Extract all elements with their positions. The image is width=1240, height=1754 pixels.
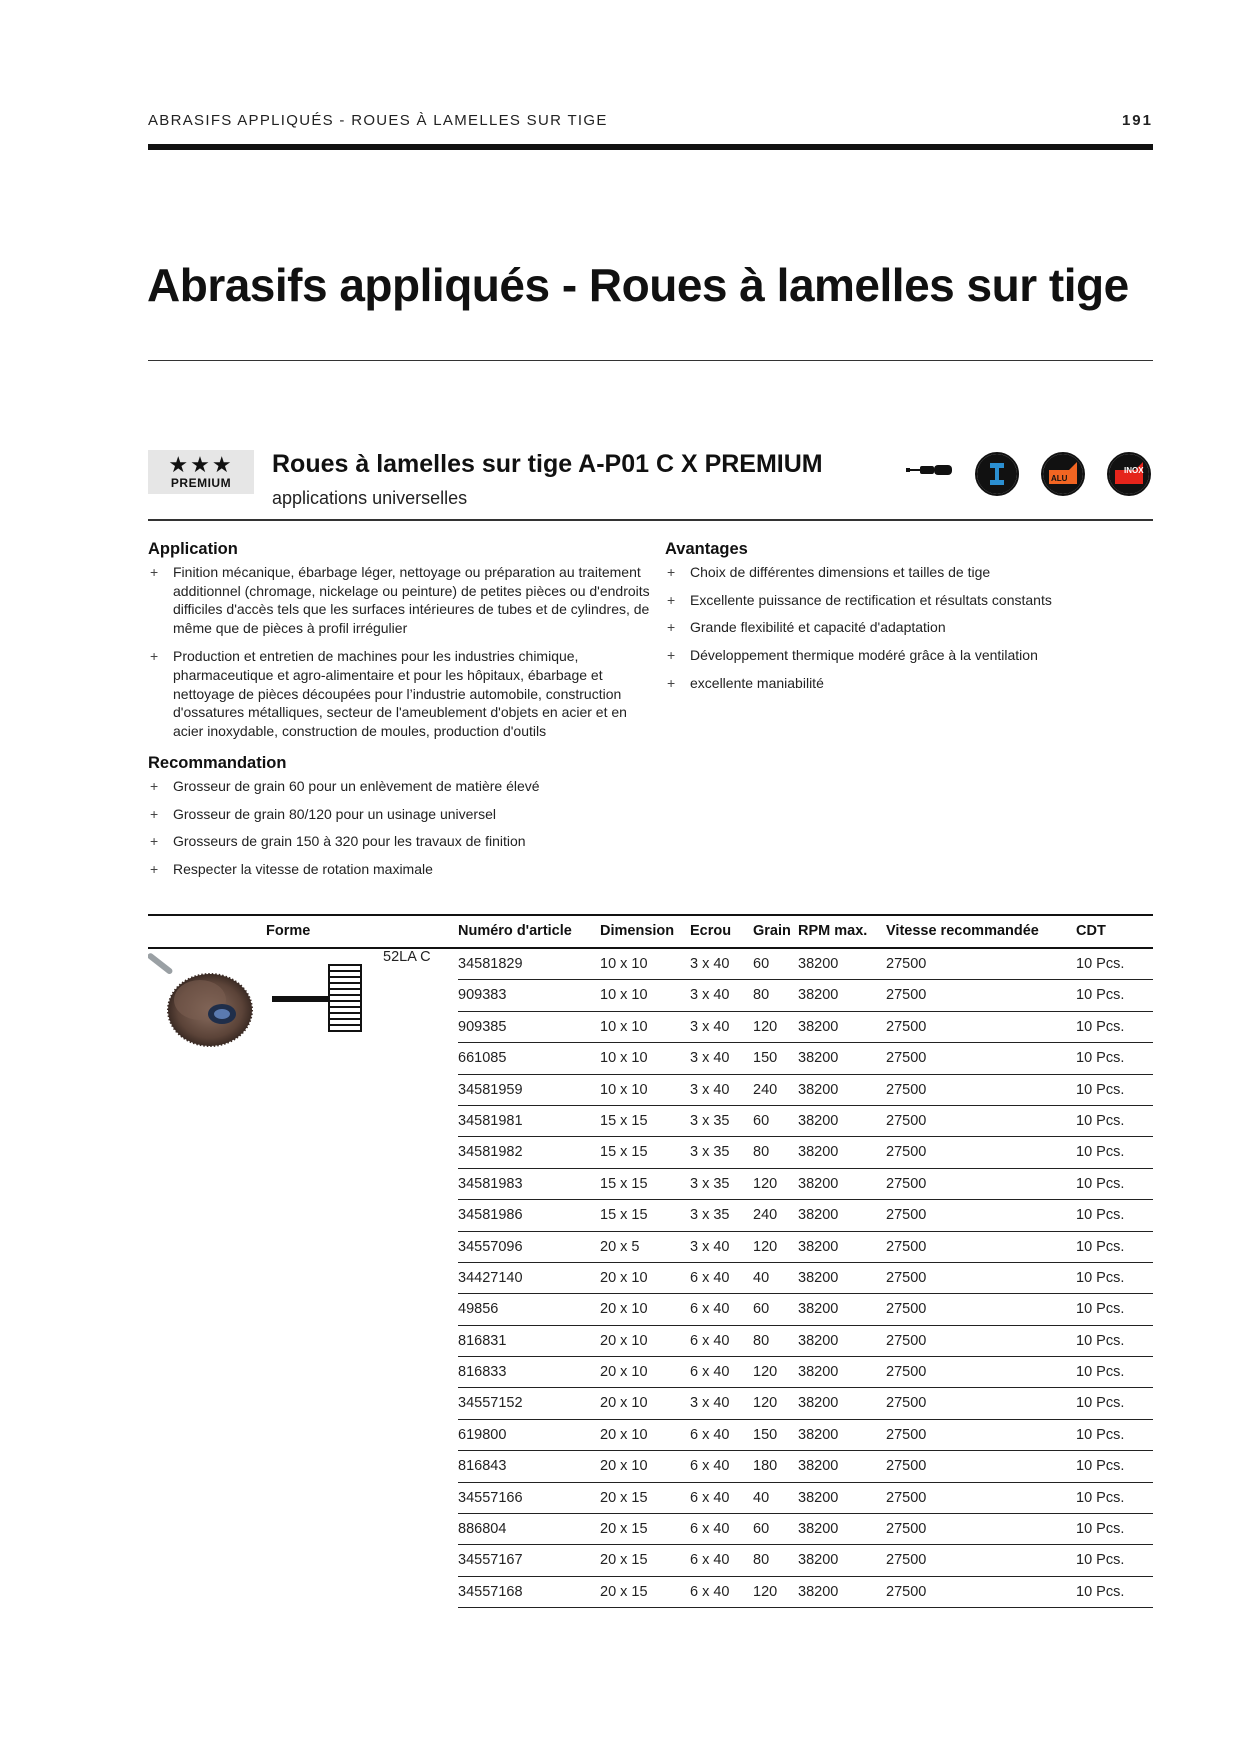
ecrou-cell: 6 x 40 xyxy=(690,1269,730,1286)
list-item xyxy=(665,674,1153,693)
table-body xyxy=(458,949,1153,1608)
rpm-max-cell: 38200 xyxy=(798,1489,839,1506)
steel-material-icon xyxy=(975,452,1019,496)
ecrou-cell: 3 x 35 xyxy=(690,1175,730,1192)
article-number-cell: 34581959 xyxy=(458,1081,523,1098)
ecrou-cell: 3 x 40 xyxy=(690,1081,730,1098)
ecrou-cell: 6 x 40 xyxy=(690,1301,730,1318)
dimension-cell: 15 x 15 xyxy=(600,1144,648,1161)
product-name: Roues à lamelles sur tige A-P01 C X PREMIUM xyxy=(272,450,823,478)
cdt-cell: 10 Pcs. xyxy=(1076,1489,1125,1506)
recommandation-section xyxy=(148,754,653,888)
header-forme: Forme xyxy=(266,923,311,939)
header-vitesse: Vitesse recommandée xyxy=(886,923,1039,939)
header-cdt: CDT xyxy=(1076,923,1106,939)
premium-label: PREMIUM xyxy=(170,476,232,490)
table-row xyxy=(458,1545,1153,1576)
product-subtitle: applications universelles xyxy=(272,488,468,508)
article-number-cell: 34581983 xyxy=(458,1175,523,1192)
dimension-cell: 10 x 10 xyxy=(600,1050,648,1067)
vitesse-cell: 27500 xyxy=(886,1552,927,1569)
article-number-cell: 816831 xyxy=(458,1332,507,1349)
rpm-max-cell: 38200 xyxy=(798,1332,839,1349)
grain-cell: 120 xyxy=(753,1175,778,1192)
title-rule xyxy=(148,360,1153,361)
dimension-cell: 10 x 10 xyxy=(600,987,648,1004)
page-title: Abrasifs appliqués - Roues à lamelles sur tige xyxy=(147,259,1129,311)
header-ecrou: Ecrou xyxy=(690,923,732,939)
cdt-cell: 10 Pcs. xyxy=(1076,1238,1125,1255)
recommandation-item-text: Grosseur de grain 60 pour un enlèvement de matière élevé xyxy=(173,777,540,794)
plus-icon: + xyxy=(667,674,676,691)
dimension-cell: 20 x 15 xyxy=(600,1521,648,1538)
dimension-cell: 15 x 15 xyxy=(600,1175,648,1192)
vitesse-cell: 27500 xyxy=(886,1112,927,1129)
article-number-cell: 49856 xyxy=(458,1301,499,1318)
table-row xyxy=(458,1043,1153,1074)
avantages-section xyxy=(665,540,1153,702)
ecrou-cell: 3 x 40 xyxy=(690,1050,730,1067)
list-item xyxy=(148,777,653,796)
dimension-cell: 20 x 10 xyxy=(600,1301,648,1318)
plus-icon: + xyxy=(667,647,676,664)
table-row xyxy=(458,980,1153,1011)
avantage-item-text: Grande flexibilité et capacité d'adaptation xyxy=(690,619,946,636)
dimension-cell: 10 x 10 xyxy=(600,1081,648,1098)
article-number-cell: 34557168 xyxy=(458,1583,523,1600)
dimension-cell: 20 x 10 xyxy=(600,1395,648,1412)
grain-cell: 60 xyxy=(753,956,770,972)
header-rule xyxy=(148,144,1153,150)
article-number-cell: 661085 xyxy=(458,1050,507,1067)
ecrou-cell: 3 x 35 xyxy=(690,1144,730,1161)
vitesse-cell: 27500 xyxy=(886,1144,927,1161)
application-item-text: Finition mécanique, ébarbage léger, nettoyage ou préparation au traitement additionnel (chromage, nickelage ou peinture) de petites pièces ou d'endroits difficiles d'accès tels que les surfaces intérieures de tubes et de cylindres, de même que de pièces à profil irrégulier xyxy=(173,563,650,637)
dimension-cell: 20 x 15 xyxy=(600,1583,648,1600)
article-number-cell: 34557096 xyxy=(458,1238,523,1255)
article-number-cell: 619800 xyxy=(458,1426,507,1443)
grain-cell: 120 xyxy=(753,1238,778,1255)
plus-icon: + xyxy=(150,777,159,794)
table-header xyxy=(148,914,1153,946)
cdt-cell: 10 Pcs. xyxy=(1076,987,1125,1004)
ecrou-cell: 3 x 40 xyxy=(690,1395,730,1412)
plus-icon: + xyxy=(667,563,676,580)
list-item xyxy=(665,591,1153,610)
avantage-item-text: Excellente puissance de rectification et résultats constants xyxy=(690,591,1052,608)
ecrou-cell: 6 x 40 xyxy=(690,1364,730,1381)
application-section xyxy=(148,540,653,750)
list-item xyxy=(148,860,653,879)
dimension-cell: 20 x 5 xyxy=(600,1238,640,1255)
table-row xyxy=(458,1514,1153,1545)
vitesse-cell: 27500 xyxy=(886,1238,927,1255)
application-item-text: Production et entretien de machines pour les industries chimique, pharmaceutique et agro-alimentaire et pour les hôpitaux, ébarbage et nettoyage de pièces découpées pour l’industrie automobile, construction d'ossatures métalliques, secteur de l'ameublement d'objets en acier et en acier inoxydable, construction de moules, production d'outils xyxy=(173,647,627,740)
star-rating-icon: ★★★ xyxy=(168,452,234,477)
vitesse-cell: 27500 xyxy=(886,956,927,972)
cdt-cell: 10 Pcs. xyxy=(1076,1521,1125,1538)
vitesse-cell: 27500 xyxy=(886,1426,927,1443)
cdt-cell: 10 Pcs. xyxy=(1076,1583,1125,1600)
flap-wheel-diagram-icon xyxy=(272,964,362,1034)
application-heading: Application xyxy=(148,540,238,558)
rpm-max-cell: 38200 xyxy=(798,1395,839,1412)
dimension-cell: 15 x 15 xyxy=(600,1112,648,1129)
recommandation-heading: Recommandation xyxy=(148,754,287,772)
cdt-cell: 10 Pcs. xyxy=(1076,1018,1125,1035)
dimension-cell: 10 x 10 xyxy=(600,1018,648,1035)
rpm-max-cell: 38200 xyxy=(798,1269,839,1286)
ecrou-cell: 3 x 40 xyxy=(690,1018,730,1035)
table-row xyxy=(458,1451,1153,1482)
grain-cell: 80 xyxy=(753,987,770,1004)
cdt-cell: 10 Pcs. xyxy=(1076,1175,1125,1192)
rpm-max-cell: 38200 xyxy=(798,1144,839,1161)
plus-icon: + xyxy=(667,619,676,636)
recommandation-item-text: Respecter la vitesse de rotation maximale xyxy=(173,861,433,878)
article-number-cell: 34581982 xyxy=(458,1144,523,1161)
list-item xyxy=(665,646,1153,665)
cdt-cell: 10 Pcs. xyxy=(1076,1269,1125,1286)
cdt-cell: 10 Pcs. xyxy=(1076,1458,1125,1475)
rpm-max-cell: 38200 xyxy=(798,1112,839,1129)
grain-cell: 80 xyxy=(753,1144,770,1161)
grain-cell: 240 xyxy=(753,1207,778,1224)
vitesse-cell: 27500 xyxy=(886,1489,927,1506)
rpm-max-cell: 38200 xyxy=(798,1175,839,1192)
cdt-cell: 10 Pcs. xyxy=(1076,1552,1125,1569)
cdt-cell: 10 Pcs. xyxy=(1076,1112,1125,1129)
article-number-cell: 34557167 xyxy=(458,1552,523,1569)
article-number-cell: 909385 xyxy=(458,1018,507,1035)
table-row xyxy=(458,1357,1153,1388)
grain-cell: 60 xyxy=(753,1521,770,1538)
cdt-cell: 10 Pcs. xyxy=(1076,1144,1125,1161)
ecrou-cell: 3 x 40 xyxy=(690,987,730,1004)
rpm-max-cell: 38200 xyxy=(798,1583,839,1600)
ecrou-cell: 6 x 40 xyxy=(690,1552,730,1569)
cdt-cell: 10 Pcs. xyxy=(1076,1050,1125,1067)
cdt-cell: 10 Pcs. xyxy=(1076,1207,1125,1224)
ecrou-cell: 3 x 35 xyxy=(690,1207,730,1224)
grain-cell: 120 xyxy=(753,1583,778,1600)
grain-cell: 40 xyxy=(753,1269,770,1286)
rpm-max-cell: 38200 xyxy=(798,956,839,972)
vitesse-cell: 27500 xyxy=(886,1458,927,1475)
plus-icon: + xyxy=(150,647,159,664)
table-row xyxy=(458,1263,1153,1294)
table-row xyxy=(458,1326,1153,1357)
table-row xyxy=(458,1420,1153,1451)
cdt-cell: 10 Pcs. xyxy=(1076,1332,1125,1349)
table-row xyxy=(458,1294,1153,1325)
rpm-max-cell: 38200 xyxy=(798,1018,839,1035)
dimension-cell: 20 x 10 xyxy=(600,1269,648,1286)
vitesse-cell: 27500 xyxy=(886,1521,927,1538)
rpm-max-cell: 38200 xyxy=(798,1458,839,1475)
rpm-max-cell: 38200 xyxy=(798,1301,839,1318)
vitesse-cell: 27500 xyxy=(886,1301,927,1318)
grain-cell: 180 xyxy=(753,1458,778,1475)
vitesse-cell: 27500 xyxy=(886,1364,927,1381)
dimension-cell: 15 x 15 xyxy=(600,1207,648,1224)
vitesse-cell: 27500 xyxy=(886,1018,927,1035)
article-number-cell: 34557152 xyxy=(458,1395,523,1412)
header-grain: Grain xyxy=(753,923,791,939)
vitesse-cell: 27500 xyxy=(886,1207,927,1224)
premium-badge xyxy=(148,450,254,494)
type-code: 52LA C xyxy=(383,949,431,965)
list-item xyxy=(148,805,653,824)
vitesse-cell: 27500 xyxy=(886,1081,927,1098)
inox-material-icon xyxy=(1107,452,1151,496)
grain-cell: 240 xyxy=(753,1081,778,1098)
table-row xyxy=(458,1577,1153,1608)
vitesse-cell: 27500 xyxy=(886,987,927,1004)
header-rpm: RPM max. xyxy=(798,923,868,939)
dimension-cell: 10 x 10 xyxy=(600,956,648,972)
article-number-cell: 909383 xyxy=(458,987,507,1004)
vitesse-cell: 27500 xyxy=(886,1050,927,1067)
avantage-item-text: excellente maniabilité xyxy=(690,674,824,691)
rpm-max-cell: 38200 xyxy=(798,1552,839,1569)
header-dimension: Dimension xyxy=(600,923,675,939)
straight-grinder-icon xyxy=(906,462,952,478)
ecrou-cell: 3 x 40 xyxy=(690,1238,730,1255)
header-article: Numéro d'article xyxy=(458,923,572,939)
ecrou-cell: 6 x 40 xyxy=(690,1489,730,1506)
product-header-rule xyxy=(148,519,1153,521)
ecrou-cell: 3 x 35 xyxy=(690,1112,730,1129)
avantage-item-text: Choix de différentes dimensions et tailles de tige xyxy=(690,563,991,580)
table-row xyxy=(458,1483,1153,1514)
grain-cell: 150 xyxy=(753,1426,778,1443)
cdt-cell: 10 Pcs. xyxy=(1076,956,1125,972)
dimension-cell: 20 x 15 xyxy=(600,1552,648,1569)
grain-cell: 120 xyxy=(753,1364,778,1381)
rpm-max-cell: 38200 xyxy=(798,1521,839,1538)
grain-cell: 60 xyxy=(753,1112,770,1129)
ecrou-cell: 6 x 40 xyxy=(690,1458,730,1475)
table-row xyxy=(458,1169,1153,1200)
list-item xyxy=(148,563,653,638)
grain-cell: 120 xyxy=(753,1018,778,1035)
running-header xyxy=(148,112,1153,134)
alu-label: ALU xyxy=(1051,474,1068,483)
avantages-heading: Avantages xyxy=(665,540,748,558)
table-row xyxy=(458,1106,1153,1137)
cdt-cell: 10 Pcs. xyxy=(1076,1301,1125,1318)
article-number-cell: 34557166 xyxy=(458,1489,523,1506)
rpm-max-cell: 38200 xyxy=(798,1050,839,1067)
alu-material-icon xyxy=(1041,452,1085,496)
rpm-max-cell: 38200 xyxy=(798,987,839,1004)
plus-icon: + xyxy=(150,563,159,580)
dimension-cell: 20 x 10 xyxy=(600,1426,648,1443)
list-item xyxy=(665,563,1153,582)
dimension-cell: 20 x 10 xyxy=(600,1364,648,1381)
dimension-cell: 20 x 15 xyxy=(600,1489,648,1506)
plus-icon: + xyxy=(667,591,676,608)
grain-cell: 80 xyxy=(753,1332,770,1349)
table-row xyxy=(458,949,1153,980)
article-number-cell: 34581986 xyxy=(458,1207,523,1224)
article-number-cell: 816833 xyxy=(458,1364,507,1381)
ecrou-cell: 6 x 40 xyxy=(690,1583,730,1600)
cdt-cell: 10 Pcs. xyxy=(1076,1364,1125,1381)
list-item xyxy=(148,647,653,741)
avantage-item-text: Développement thermique modéré grâce à la ventilation xyxy=(690,647,1038,664)
ecrou-cell: 3 x 40 xyxy=(690,956,730,972)
ecrou-cell: 6 x 40 xyxy=(690,1426,730,1443)
dimension-cell: 20 x 10 xyxy=(600,1332,648,1349)
rpm-max-cell: 38200 xyxy=(798,1207,839,1224)
grain-cell: 40 xyxy=(753,1489,770,1506)
recommandation-item-text: Grosseurs de grain 150 à 320 pour les travaux de finition xyxy=(173,833,526,850)
grain-cell: 150 xyxy=(753,1050,778,1067)
table-row xyxy=(458,1012,1153,1043)
vitesse-cell: 27500 xyxy=(886,1332,927,1349)
table-row xyxy=(458,1232,1153,1263)
rpm-max-cell: 38200 xyxy=(798,1238,839,1255)
article-number-cell: 34581981 xyxy=(458,1112,523,1129)
flap-wheel-product-image xyxy=(148,948,258,1058)
recommandation-item-text: Grosseur de grain 80/120 pour un usinage universel xyxy=(173,805,496,822)
list-item xyxy=(148,832,653,851)
ecrou-cell: 6 x 40 xyxy=(690,1332,730,1349)
dimension-cell: 20 x 10 xyxy=(600,1458,648,1475)
table-row xyxy=(458,1200,1153,1231)
table-row xyxy=(458,1075,1153,1106)
inox-label: INOX xyxy=(1124,466,1144,475)
rpm-max-cell: 38200 xyxy=(798,1081,839,1098)
vitesse-cell: 27500 xyxy=(886,1269,927,1286)
list-item xyxy=(665,618,1153,637)
article-number-cell: 816843 xyxy=(458,1458,507,1475)
article-number-cell: 886804 xyxy=(458,1521,507,1538)
table-row xyxy=(458,1388,1153,1419)
table-row xyxy=(458,1137,1153,1168)
plus-icon: + xyxy=(150,861,159,878)
plus-icon: + xyxy=(150,805,159,822)
article-number-cell: 34581829 xyxy=(458,956,523,972)
cdt-cell: 10 Pcs. xyxy=(1076,1395,1125,1412)
page-number: 191 xyxy=(1121,112,1153,129)
plus-icon: + xyxy=(150,833,159,850)
running-title: ABRASIFS APPLIQUÉS - ROUES À LAMELLES SUR TIGE xyxy=(148,112,608,129)
ecrou-cell: 6 x 40 xyxy=(690,1521,730,1538)
grain-cell: 120 xyxy=(753,1395,778,1412)
rpm-max-cell: 38200 xyxy=(798,1364,839,1381)
vitesse-cell: 27500 xyxy=(886,1175,927,1192)
vitesse-cell: 27500 xyxy=(886,1395,927,1412)
grain-cell: 80 xyxy=(753,1552,770,1569)
cdt-cell: 10 Pcs. xyxy=(1076,1081,1125,1098)
rpm-max-cell: 38200 xyxy=(798,1426,839,1443)
article-number-cell: 34427140 xyxy=(458,1269,523,1286)
cdt-cell: 10 Pcs. xyxy=(1076,1426,1125,1443)
vitesse-cell: 27500 xyxy=(886,1583,927,1600)
grain-cell: 60 xyxy=(753,1301,770,1318)
